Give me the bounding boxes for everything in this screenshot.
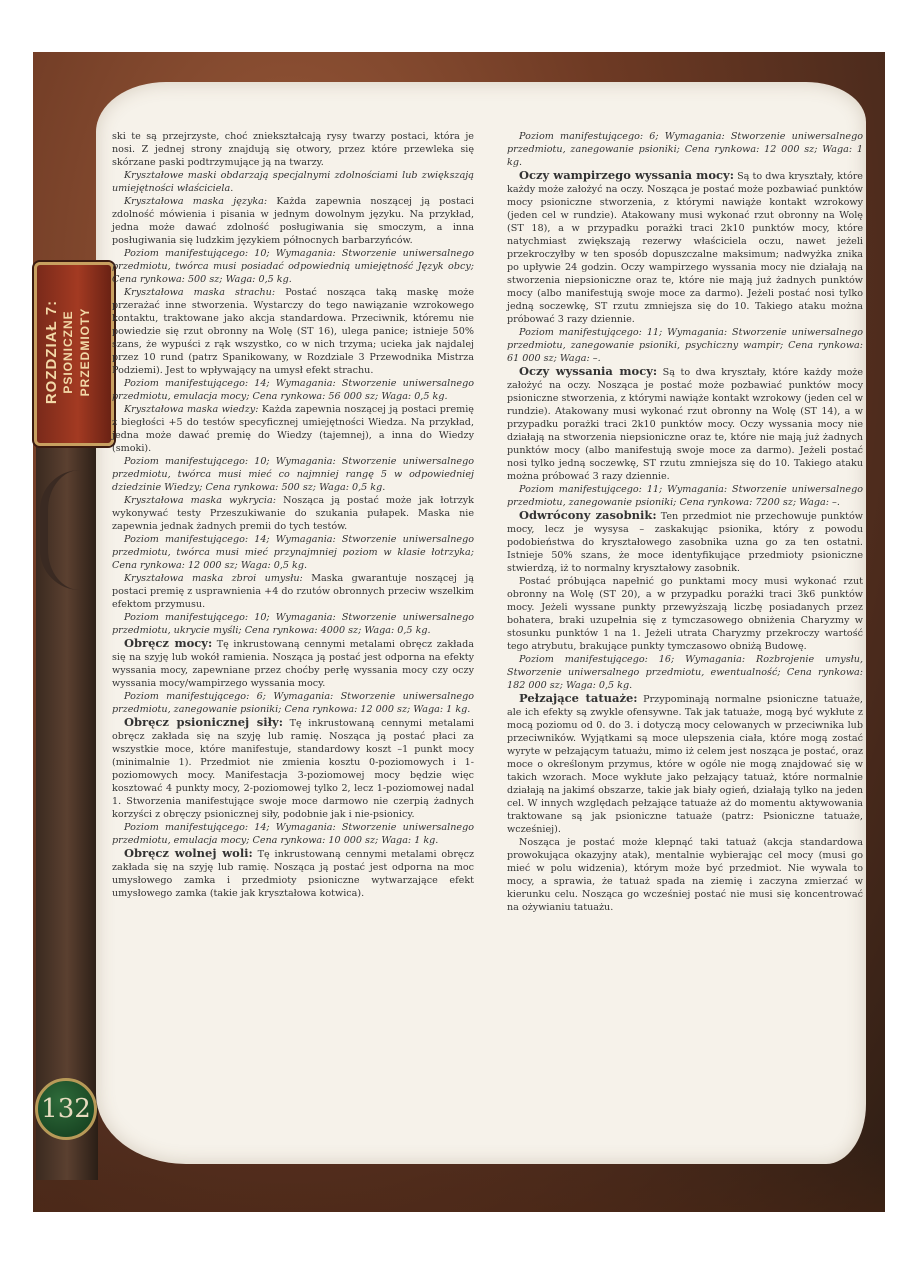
item-title: Kryształowa maska języka: [124, 196, 268, 207]
item-stats: Poziom manifestującego: 14; Wymagania: Stworzenie uniwersalnego przedmiotu, emulacja mocy; Cena rynkowa: 56 000 sz; Waga: 0,5 kg. [112, 378, 474, 402]
item-stats: Poziom manifestującego: 11; Wymagania: Stworzenie uniwersalnego przedmiotu, zanegowanie psioniki; Cena rynkowa: 7200 sz; Waga: –. [507, 484, 863, 508]
item-entry [112, 286, 474, 377]
item-entry [112, 494, 474, 533]
item-description: Tę inkrustowaną cennymi metalami obręcz zakłada się na szyję lub wokół ramienia. Nosząca ją postać jest odporna na efekty wyssania mocy, zapewniane przez choćby perłę wyssania mocy czy oczy wyssania mocy/wampirzego wyssania mocy. [112, 639, 474, 689]
item-description: Tę inkrustowaną cennymi metalami obręcz zakłada się na szyję lub ramię. Nosząca ją postać płaci za wszystkie moce, które manifestuje, standardowy koszt –1 punkt mocy (minimalnie 1). Przedmiot nie zmienia kosztu 0-poziomowych i 1-poziomowych mocy. Manifestacja 3-poziomowej mocy będzie więc kosztować 4 punkty mocy, 2-poziomowej tylko 2, lecz 1-poziomowej nadal 1. Stworzenia manifestujące swoje moce darmowo nie czerpią żadnych korzyści z obręczy psionicznej siły, podobnie jak i nie-psionicy. [112, 718, 474, 820]
item-description: Ten przedmiot nie przechowuje punktów mocy, lecz je wysysa – zaskakując psionika, który z powodu podobieństwa do kryształowego zasobnika uzna go za ten ostatni. Istnieje 50% szans, że moce identyfikujące przedmioty psioniczne stwierdzą, iż to normalny kryształowy zasobnik. [507, 511, 863, 574]
page-number: 132 [41, 1094, 91, 1124]
chapter-tab-text [43, 267, 94, 437]
item-entry [507, 365, 863, 483]
paragraph: Kryształowe maski obdarzają specjalnymi zdolnościami lub zwiększają umiejętności właściciela. [112, 170, 474, 194]
item-title: Kryształowa maska wykrycia: [124, 495, 276, 506]
item-stats: Poziom manifestującego: 6; Wymagania: Stworzenie uniwersalnego przedmiotu, zanegowanie psioniki; Cena rynkowa: 12 000 sz; Waga: 1 kg. [112, 691, 474, 715]
item-stats: Poziom manifestującego: 6; Wymagania: Stworzenie uniwersalnego przedmiotu, zanegowanie psioniki; Cena rynkowa: 12 000 sz; Waga: 1 kg. [507, 131, 863, 168]
item-entry [507, 692, 863, 836]
item-description: Nosząca ją postać może jak łotrzyk wykonywać testy Przeszukiwanie do szukania pułapek. Maska nie zapewnia jednak żadnych premii do tych testów. [112, 495, 474, 532]
item-entry [507, 509, 863, 575]
item-description: Każda zapewnia noszącej ją postaci zdolność mówienia i pisania w jednym dowolnym języku. Na przykład, jedna może dawać zdolność posługiwania się smoczym, a inna posługiwania się ludzkim językiem północnych barbarzyńców. [112, 196, 474, 246]
item-description: Są to dwa kryształy, które każdy może założyć na oczy. Nosząca je postać może pozbawiać punktów mocy psioniczne stworzenia, z którymi nawiąże kontakt wzrokowy (jeden cel w rundzie). Atakowany musi wykonać rzut obronny na Wolę (ST 14), a w przypadku porażki traci 2k10 punktów mocy. Oczy wyssania mocy nie działają na stworzenia niepsioniczne oraz te, które nie mają już żadnych punktów mocy (albo manifestują swoje moce za darmo). Jeżeli postać nosi tylko jedną soczewkę, ST rzutu zmniejsza się do 10. Takiego ataku można próbować 3 razy dziennie. [507, 367, 863, 482]
item-heading: Oczy wampirzego wyssania mocy: [519, 168, 734, 182]
item-entry [112, 572, 474, 611]
item-entry [112, 716, 474, 821]
item-description: Przypominają normalne psioniczne tatuaże, ale ich efekty są zwykle ofensywne. Tak jak tatuaże, mogą być wykłute z mocą poziomu od 0. do 3. i dotyczą mocy celowanych w przeciwnika lub przeciwników. Wyjątkami są moce ulepszenia ciała, które mogą zostać wyryte w pełzającym tatuażu, mimo iż celem jest nosząca je postać, oraz moce o określonym przymus, które w ogóle nie mogą znajdować się w takich wzorach. Moce wykłute jako pełzający tatuaż, które normalnie działają na jakimś obszarze, takie jak biały ogień, działają tylko na jeden cel. W innych względach pełzające tatuaże aż do momentu aktywowania traktowane są jak psioniczne tatuaże (patrz: Psioniczne tatuaże, wcześniej). [507, 694, 863, 835]
right-column [507, 130, 863, 914]
chapter-title-line1: PSIONICZNE [61, 310, 75, 394]
item-description: Każda zapewnia noszącej ją postaci premię z biegłości +5 do testów specyficznej umiejętności Wiedza. Na przykład, jedna może dawać premię do Wiedzy (tajemnej), a inna do Wiedzy (smoki). [112, 404, 474, 454]
item-stats: Poziom manifestującego: 10; Wymagania: Stworzenie uniwersalnego przedmiotu, ukrycie myśli; Cena rynkowa: 4000 sz; Waga: 0,5 kg. [112, 612, 474, 636]
decorative-hook-icon [40, 470, 118, 590]
item-stats: Poziom manifestującego: 10; Wymagania: Stworzenie uniwersalnego przedmiotu, twórca musi mieć co najmniej rangę 5 w odpowiedniej dziedzinie Wiedzy; Cena rynkowa: 500 sz; Waga: 0,5 kg. [112, 456, 474, 493]
item-stats: Poziom manifestującego: 16; Wymagania: Rozbrojenie umysłu, Stworzenie uniwersalnego przedmiotu, ewentualność; Cena rynkowa: 182 000 sz; Waga: 0,5 kg. [507, 654, 863, 691]
item-heading: Odwrócony zasobnik: [519, 508, 657, 522]
item-title: Kryształowa maska wiedzy: [124, 404, 259, 415]
item-description: Są to dwa kryształy, które każdy może założyć na oczy. Nosząca je postać może pozbawiać punktów mocy psioniczne stworzenia, z którymi nawiąże kontakt wzrokowy (jeden cel w rundzie). Atakowany musi wykonać rzut obronny na Wolę (ST 18), a w przypadku porażki traci 2k10 punktów mocy, które natychmiast zwiększają rezerwy właściciela oczu, nawet jeżeli przekroczyłby w ten sposób dopuszczalne maksimum; nadwyżka znika po upływie 24 godzin. Oczy wampirzego wyssania mocy nie działają na stworzenia niepsioniczne oraz te, które nie mają już żadnych punktów mocy (albo manifestują swoje moce za darmo). Jeżeli postać nosi tylko jedną soczewkę, ST rzutu zmniejsza się do 10. Takiego ataku można próbować 3 razy dziennie. [507, 171, 863, 325]
paragraph: Nosząca je postać może klepnąć taki tatuaż (akcja standardowa prowokująca okazyjny atak), mentalnie wybierając cel mocy (musi go mieć w polu widzenia), którym może być przedmiot. Nie wywala to mocy, a sprawia, że tatuaż spada na ziemię i zaczyna zmierzać w kierunku celu. Nosząca go wcześniej postać nie musi się koncentrować na ożywianiu tatuażu. [507, 837, 863, 913]
item-entry [507, 169, 863, 326]
item-stats: Poziom manifestującego: 14; Wymagania: Stworzenie uniwersalnego przedmiotu, emulacja mocy; Cena rynkowa: 10 000 sz; Waga: 1 kg. [112, 822, 474, 846]
item-heading: Oczy wyssania mocy: [519, 364, 658, 378]
item-heading: Obręcz psionicznej siły: [124, 715, 283, 729]
item-entry [112, 847, 474, 900]
paragraph: ski te są przejrzyste, choć zniekształcają rysy twarzy postaci, która je nosi. Z jednej strony znajdują się otwory, przez które przewleka się skórzane paski podtrzymujące ją na twarzy. [112, 131, 474, 168]
item-heading: Obręcz wolnej woli: [124, 846, 253, 860]
item-description: Postać nosząca taką maskę może przerażać inne stworzenia. Wystarczy do tego nawiązanie wzrokowego kontaktu, traktowane jako akcja standardowa. Przeciwnik, któremu nie powiedzie się rzut obronny na Wolę (ST 16), ulega panice; istnieje 50% szans, że wypuści z rąk wszystko, co w nich trzyma; ucieka jak najdalej przez 10 rund (patrz Spanikowany, w Rozdziale 3 Przewodnika Mistrza Podziemi). Jest to wpływający na umysł efekt strachu. [112, 287, 474, 376]
item-description: Maska gwarantuje noszącej ją postaci premię z usprawnienia +4 do rzutów obronnych przeciw wszelkim efektom przymusu. [112, 573, 474, 610]
page-number-badge [35, 1078, 97, 1140]
item-heading: Pełzające tatuaże: [519, 691, 638, 705]
item-entry [112, 195, 474, 247]
item-stats: Poziom manifestującego: 10; Wymagania: Stworzenie uniwersalnego przedmiotu, twórca musi posiadać odpowiednią umiejętność Język obcy; Cena rynkowa: 500 sz; Waga: 0,5 kg. [112, 248, 474, 285]
chapter-number: ROZDZIAŁ 7: [43, 299, 60, 405]
paragraph: Postać próbująca napełnić go punktami mocy musi wykonać rzut obronny na Wolę (ST 20), a w przypadku porażki traci 3k6 punktów mocy. Jeżeli wyssane punkty przewyższają liczbę posiadanych przez bohatera, braki uzupełnia się z tymczasowego obniżenia Charyzmy w stosunku punktów 1 na 1. Jeżeli utrata Charyzmy przekroczy wartość tego atrybutu, brakujące punkty tymczasowo obniżą Budowę. [507, 576, 863, 652]
item-entry [112, 637, 474, 690]
item-stats: Poziom manifestującego: 14; Wymagania: Stworzenie uniwersalnego przedmiotu, twórca musi mieć przynajmniej poziom w klasie łotrzyka; Cena rynkowa: 12 000 sz; Waga: 0,5 kg. [112, 534, 474, 571]
item-title: Kryształowa maska zbroi umysłu: [124, 573, 303, 584]
chapter-tab [34, 262, 114, 446]
left-column [112, 130, 474, 900]
item-entry [112, 403, 474, 455]
item-stats: Poziom manifestującego: 11; Wymagania: Stworzenie uniwersalnego przedmiotu, zanegowanie psioniki, psychiczny wampir; Cena rynkowa: 61 000 sz; Waga: –. [507, 327, 863, 364]
item-heading: Obręcz mocy: [124, 636, 213, 650]
item-description: Tę inkrustowaną cennymi metalami obręcz zakłada się na szyję lub ramię. Nosząca ją postać jest odporna na moc umysłowego zamka i przedmioty psioniczne wytwarzające efekt umysłowego zamka (takie jak kryształowa kotwica). [112, 849, 475, 899]
item-title: Kryształowa maska strachu: [124, 287, 276, 298]
chapter-title-line2: PRZEDMIOTY [78, 307, 92, 397]
